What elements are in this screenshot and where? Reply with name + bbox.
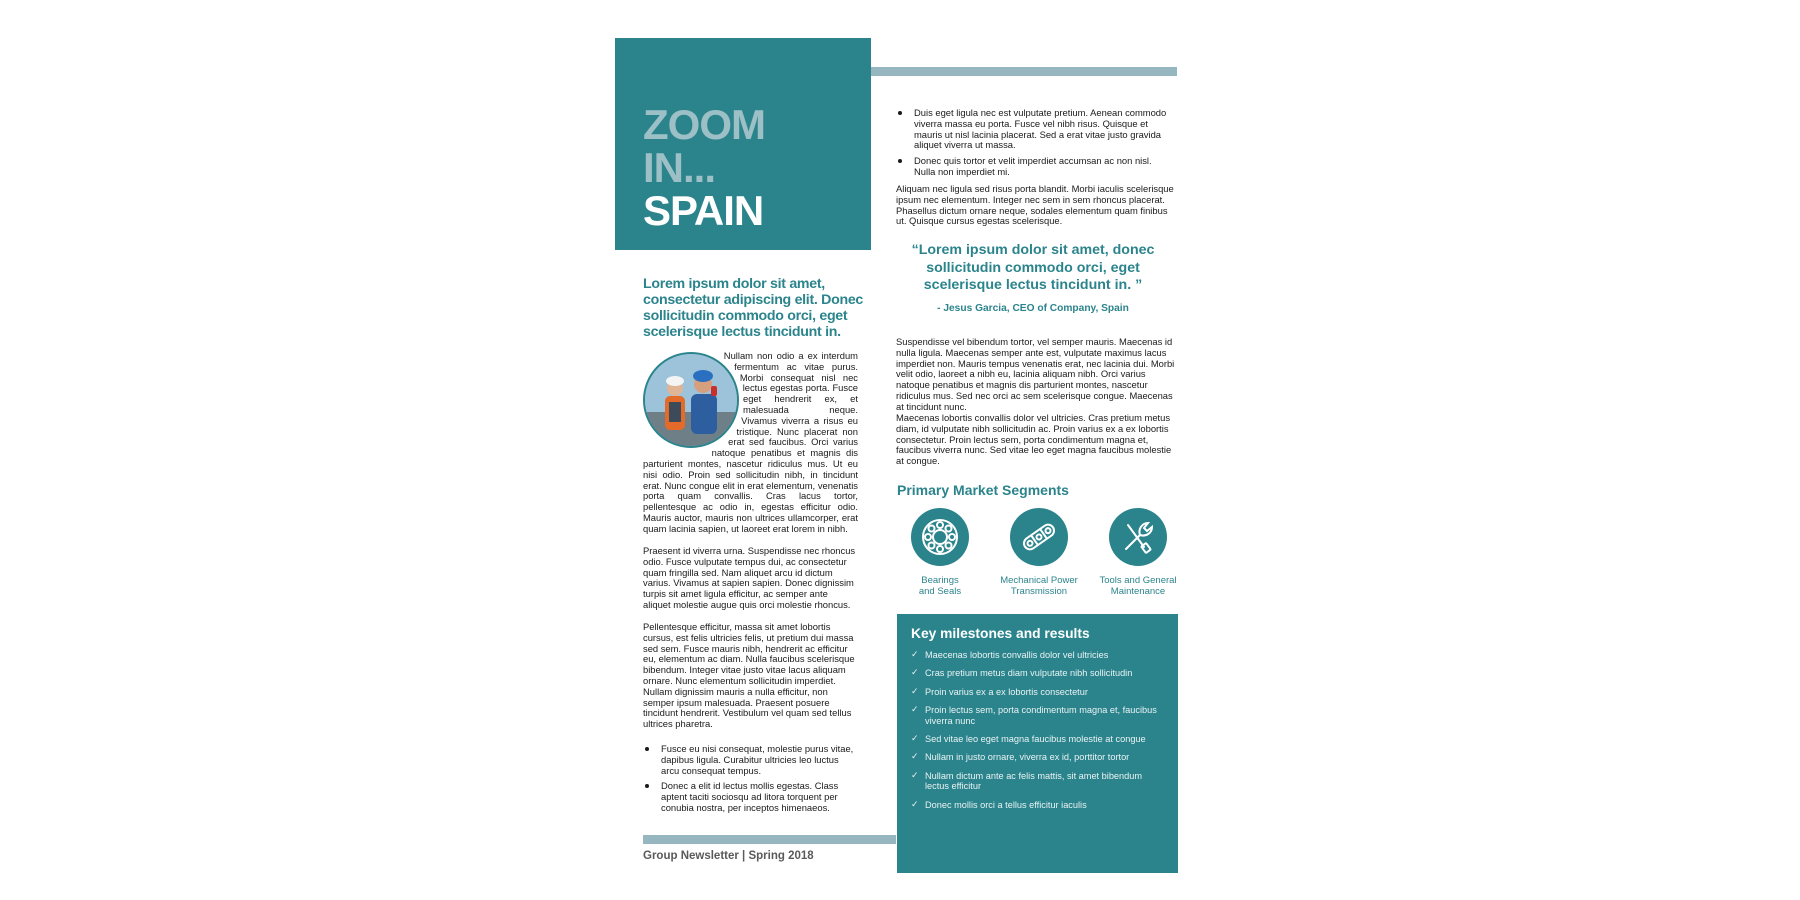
segment-circle	[1010, 508, 1068, 566]
list-item	[911, 752, 1166, 763]
check-icon: ✓	[911, 732, 919, 743]
right-paragraph-3: Maecenas lobortis convallis dolor vel ultricies. Cras pretium metus diam, id vulputate nibh sollicitudin ac. Proin varius ex a ex lobortis consectetur. Proin lectus sem, porta condimentum magna et, faucibus viverra nunc. Sed vitae leo eget magna faucibus molestie at congue.	[896, 412, 1172, 467]
title-block	[615, 38, 871, 250]
title-line-in: IN...	[643, 144, 716, 191]
title-line-zoom: ZOOM	[643, 101, 765, 148]
list-item	[911, 668, 1166, 679]
segment-circle	[1109, 508, 1167, 566]
top-divider-bar	[871, 67, 1177, 76]
lead-paragraph: Lorem ipsum dolor sit amet, consectetur adipiscing elit. Donec sollicitudin commodo orci, eget scelerisque lectus tincidunt in.	[643, 276, 864, 340]
right-bullet-list	[896, 108, 1174, 183]
footer-text: Group Newsletter | Spring 2018	[643, 850, 814, 862]
milestone-text: Nullam dictum ante ac felis mattis, sit amet bibendum lectus efficitur	[925, 770, 1143, 792]
segment-label-line: Mechanical Power	[1000, 575, 1078, 586]
check-icon: ✓	[911, 649, 919, 659]
list-item: Donec a elit id lectus mollis egestas. Class aptent taciti sociosqu ad litora torquent per conubia nostra, per inceptos himenaeos.	[643, 781, 858, 813]
segment-tools	[1083, 508, 1193, 597]
intro-paragraph: Nullam non odio a ex interdum fermentum ac vitae purus. Morbi consequat nisl nec lectus egestas porta. Fusce eget hendrerit ex, et malesuada neque. Vivamus viverra a risus eu tristique. Nunc placerat non erat sed faucibus. Orci varius natoque penatibus et magnis dis parturient montes, nascetur ridiculus mus. Ut eu nisi odio. Proin sed sollicitudin nibh, in tincidunt erat. Nunc congue elit in erat elementum, venenatis porta quam convallis. Cras lacus tortor, pellentesque ac odio in, egestas efficitur odio. Mauris auctor, mauris non ultrices ullamcorper, erat quam lacinia sapien, ut laoreet erat lorem in nibh.	[643, 350, 858, 534]
list-item	[911, 771, 1166, 793]
pull-quote: “Lorem ipsum dolor sit amet, donec sollicitudin commodo orci, eget scelerisque lectus tincidunt in. ”	[911, 242, 1155, 293]
segment-label-line: Maintenance	[1110, 585, 1166, 597]
segment-circle	[911, 508, 969, 566]
tools-icon	[1118, 517, 1158, 557]
milestone-text: Sed vitae leo eget magna faucibus molestie at congue	[925, 733, 1146, 744]
check-icon: ✓	[911, 667, 919, 678]
segments-title: Primary Market Segments	[897, 482, 1069, 498]
check-icon: ✓	[911, 703, 919, 714]
segment-label	[885, 576, 995, 597]
title-line-spain: SPAIN	[643, 187, 764, 234]
list-item	[911, 705, 1166, 727]
milestone-text: Cras pretium metus diam vulputate nibh sollicitudin	[925, 668, 1133, 679]
segment-label-line: Tools and General	[1099, 575, 1177, 586]
segment-power-transmission	[984, 508, 1094, 597]
list-item	[911, 734, 1166, 745]
check-icon: ✓	[911, 751, 919, 762]
milestone-text: Maecenas lobortis convallis dolor vel ultricies	[925, 650, 1109, 660]
intro-section	[643, 351, 858, 535]
milestone-text: Proin varius ex a ex lobortis consectetur	[925, 686, 1088, 697]
check-icon: ✓	[911, 769, 919, 780]
right-paragraph-1: Aliquam nec ligula sed risus porta blandit. Morbi iaculis scelerisque ipsum nec elementum. Integer nec sem in sem rhoncus placerat. Phasellus dictum ornare neque, sodales elementum quam finibus ut. Quisque cursus egestas scelerisque.	[896, 183, 1174, 227]
segment-label-line: and Seals	[918, 585, 962, 597]
segment-label-line: Transmission	[1010, 585, 1068, 597]
milestone-text: Proin lectus sem, porta condimentum magna et, faucibus viverra nunc	[925, 704, 1157, 726]
segment-label	[984, 576, 1094, 597]
milestone-text: Donec mollis orci a tellus efficitur iaculis	[925, 799, 1087, 810]
segment-label	[1083, 576, 1193, 597]
bearing-icon	[920, 517, 960, 557]
left-paragraph-2: Praesent id viverra urna. Suspendisse nec rhoncus odio. Fusce vulputate tempus dui, ac consectetur quam fringilla sed. Nam aliquet arcu id dictum varius. Vivamus at sapien sapien. Donec dignissim turpis sit amet ligula efficitur, ac semper ante aliquet molestie augue quis orci molestie rhoncus.	[643, 545, 856, 610]
chain-icon	[1019, 517, 1059, 557]
segment-label-line: Bearings	[921, 575, 959, 586]
list-item: Donec quis tortor et velit imperdiet accumsan ac non nisl. Nulla non imperdiet mi.	[896, 156, 1174, 178]
list-item	[911, 687, 1166, 698]
milestones-box	[897, 614, 1178, 873]
list-item	[911, 650, 1166, 661]
workers-photo	[643, 352, 739, 448]
list-item: Duis eget ligula nec est vulputate pretium. Aenean commodo viverra massa eu porta. Fusce vel nibh risus. Quisque et mauris ut nisl lacinia placerat. Sed a erat vitae justo gravida aliquet viverra ut massa.	[896, 108, 1174, 151]
left-bullet-list	[643, 744, 858, 819]
right-paragraph-2: Suspendisse vel bibendum tortor, vel semper mauris. Maecenas id nulla ligula. Maecenas semper ante est, vulputate maximus lacus imperdiet non. Mauris tempus venenatis erat, nec lacinia dui. Morbi velit odio, laoreet a nibh eu, lacinia aliquam nibh. Orci varius natoque penatibus et magnis dis parturient montes, nascetur ridiculus mus. Sed nec orci ac sem scelerisque congue. Maecenas at tincidunt nunc.	[896, 336, 1175, 412]
list-item	[911, 800, 1166, 811]
bottom-divider-bar	[643, 835, 896, 844]
milestone-text: Nullam in justo ornare, viverra ex id, porttitor tortor	[925, 752, 1130, 763]
check-icon: ✓	[911, 798, 919, 809]
milestones-list	[911, 650, 1166, 818]
list-item: Fusce eu nisi consequat, molestie purus vitae, dapibus ligula. Curabitur ultricies leo luctus arcu consequat tempus.	[643, 744, 858, 776]
milestones-title: Key milestones and results	[911, 626, 1090, 641]
check-icon: ✓	[911, 685, 919, 696]
left-paragraph-3: Pellentesque efficitur, massa sit amet lobortis cursus, est felis ultricies felis, ut pretium dui massa sed sem. Fusce mauris nibh, hendrerit ac efficitur eu, elementum ac diam. Nulla faucibus scelerisque bibendum. Integer vitae justo vitae lacus aliquam ornare. Nunc elementum sollicitudin imperdiet. Nullam dignissim mauris a nulla efficitur, non semper ipsum malesuada. Praesent posuere tincidunt hendrerit. Vestibulum vel quam sed tellus ultrices pharetra.	[643, 621, 855, 730]
segment-bearings	[885, 508, 995, 597]
quote-author: - Jesus Garcia, CEO of Company, Spain	[937, 303, 1129, 314]
